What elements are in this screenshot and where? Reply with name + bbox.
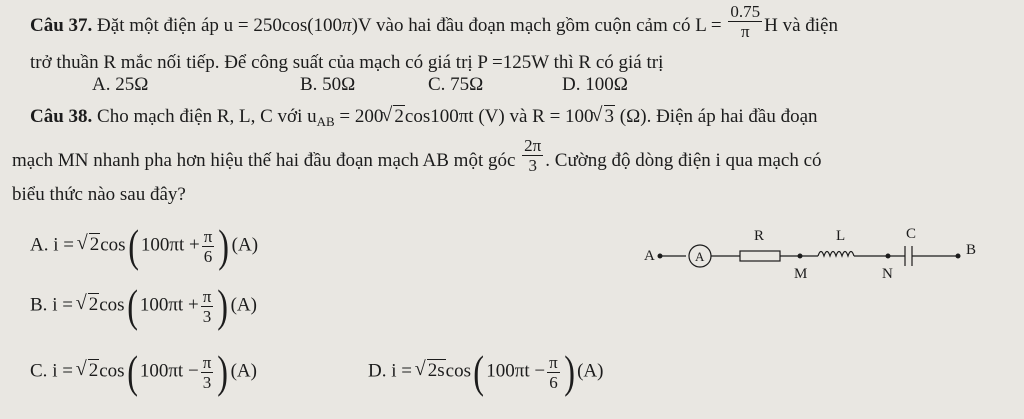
label-a: A — [644, 248, 655, 264]
opt-a-sqrt — [79, 234, 101, 256]
opt-b-rad: 2 — [88, 294, 99, 316]
node-m — [798, 254, 803, 259]
opt-b-den: 3 — [202, 306, 212, 326]
opt-a-den: 6 — [203, 246, 213, 266]
opt-a-label: A. — [30, 234, 49, 256]
label-n: N — [882, 266, 893, 282]
opt-d-lparen: ( — [473, 346, 484, 397]
q37-text1: Đặt một điện áp u = 250cos(100 — [97, 14, 343, 36]
q38-sqrt2-rad: 2 — [394, 106, 404, 127]
opt-b-num: π — [202, 286, 212, 306]
q38-text1: Cho mạch điện R, L, C với — [97, 106, 303, 127]
q37-L-num: 0.75 — [730, 2, 761, 21]
opt-a-pre: i = — [53, 234, 74, 256]
opt-c-lparen: ( — [126, 346, 138, 397]
opt-d-num: π — [549, 352, 558, 372]
opt-d-frac — [547, 353, 560, 392]
opt-b-cos: cos — [99, 294, 125, 316]
opt-c-frac — [201, 353, 214, 392]
q37-L-fraction — [728, 2, 762, 41]
q38-u-sub: AB — [316, 114, 335, 129]
opt-d-label: D. — [368, 360, 387, 382]
opt-b-rparen: ) — [217, 280, 229, 331]
opt-c-pre: i = — [52, 360, 73, 382]
opt-b-sqrt — [78, 294, 100, 316]
q37-option-b: B. 50Ω — [300, 74, 356, 95]
opt-a-rparen: ) — [218, 220, 230, 271]
opt-a-frac — [202, 227, 215, 266]
q38-angle-fraction — [522, 136, 543, 175]
q38-u: u — [307, 106, 317, 127]
inductor-symbol — [818, 252, 854, 257]
rlc-circuit-diagram — [640, 222, 1020, 282]
q38-line2a: mạch MN nhanh pha hơn hiệu thế hai đầu đoạn mạch AB một góc — [12, 149, 516, 171]
q37-line1 — [30, 2, 838, 41]
q37-label: Câu 37. — [30, 14, 93, 36]
opt-b-unit: (A) — [230, 294, 257, 316]
q38-sqrt3-rad: 3 — [604, 106, 615, 127]
q37-option-a: A. 25Ω — [92, 74, 149, 95]
q37-option-c: C. 75Ω — [428, 74, 484, 95]
opt-b-pre: i = — [52, 294, 73, 316]
q38-option-b — [30, 280, 257, 331]
opt-c-rparen: ) — [217, 346, 229, 397]
label-r: R — [754, 228, 765, 244]
opt-c-cos: cos — [99, 360, 125, 382]
opt-d-pre: i = — [391, 360, 412, 382]
opt-b-label: B. — [30, 294, 48, 316]
opt-d-arg: 100πt − — [486, 360, 546, 382]
q38-eq1: = 200 — [339, 106, 384, 127]
ammeter-label: A — [695, 249, 705, 264]
opt-c-unit: (A) — [230, 360, 257, 382]
opt-c-label: C. — [30, 360, 48, 382]
opt-a-rad: 2 — [89, 234, 100, 256]
q38-frac-num: 2π — [524, 136, 542, 155]
q38-option-d — [368, 346, 604, 397]
opt-d-sqrt — [417, 360, 446, 382]
opt-c-num: π — [202, 352, 212, 372]
opt-d-den: 6 — [549, 372, 558, 392]
label-m: M — [794, 266, 808, 282]
node-n — [886, 254, 891, 259]
q38-sqrt3 — [594, 106, 616, 128]
q38-option-c — [30, 346, 257, 397]
q37-text2: )V vào hai đầu đoạn mạch gồm cuộn cảm có L = — [351, 14, 722, 36]
q38-sqrt2 — [383, 106, 405, 128]
q38-option-a — [30, 220, 259, 271]
label-l: L — [836, 228, 846, 244]
label-c: C — [906, 226, 917, 242]
opt-a-cos: cos — [100, 234, 126, 256]
q37-option-d: D. 100Ω — [562, 74, 628, 95]
node-b — [956, 254, 961, 259]
q37-text3: H và điện — [764, 14, 838, 36]
label-b: B — [966, 242, 977, 258]
opt-a-num: π — [203, 226, 213, 246]
q38-line1 — [30, 106, 818, 133]
opt-a-unit: (A) — [231, 234, 259, 256]
opt-d-rad: 2s — [427, 360, 445, 382]
q38-frac-den: 3 — [528, 156, 537, 175]
opt-c-sqrt — [78, 360, 100, 382]
q38-line2b: . Cường độ dòng điện i qua mạch có — [545, 149, 822, 171]
opt-b-frac — [201, 287, 214, 326]
opt-d-rparen: ) — [564, 346, 575, 397]
opt-b-arg: 100πt + — [139, 294, 199, 316]
opt-d-unit: (A) — [577, 360, 604, 382]
opt-a-lparen: ( — [127, 220, 139, 271]
opt-c-arg: 100πt − — [139, 360, 199, 382]
opt-d-cos: cos — [445, 360, 471, 382]
q38-label: Câu 38. — [30, 106, 93, 127]
q37-line2: trở thuần R mắc nối tiếp. Để công suất của mạch có giá trị P =125W thì R có giá trị — [30, 52, 664, 73]
q38-eq2: cos100πt (V) và R = 100 — [404, 106, 594, 127]
opt-a-arg: 100πt + — [140, 234, 200, 256]
q38-line3: biểu thức nào sau đây? — [12, 184, 186, 205]
opt-c-den: 3 — [202, 372, 212, 392]
opt-b-lparen: ( — [126, 280, 138, 331]
q37-pi: π — [342, 14, 352, 36]
node-a — [658, 254, 663, 259]
q38-eq3: (Ω). Điện áp hai đầu đoạn — [619, 106, 818, 127]
resistor-symbol — [740, 251, 780, 261]
opt-c-rad: 2 — [88, 360, 99, 382]
q37-L-den: π — [740, 22, 750, 41]
